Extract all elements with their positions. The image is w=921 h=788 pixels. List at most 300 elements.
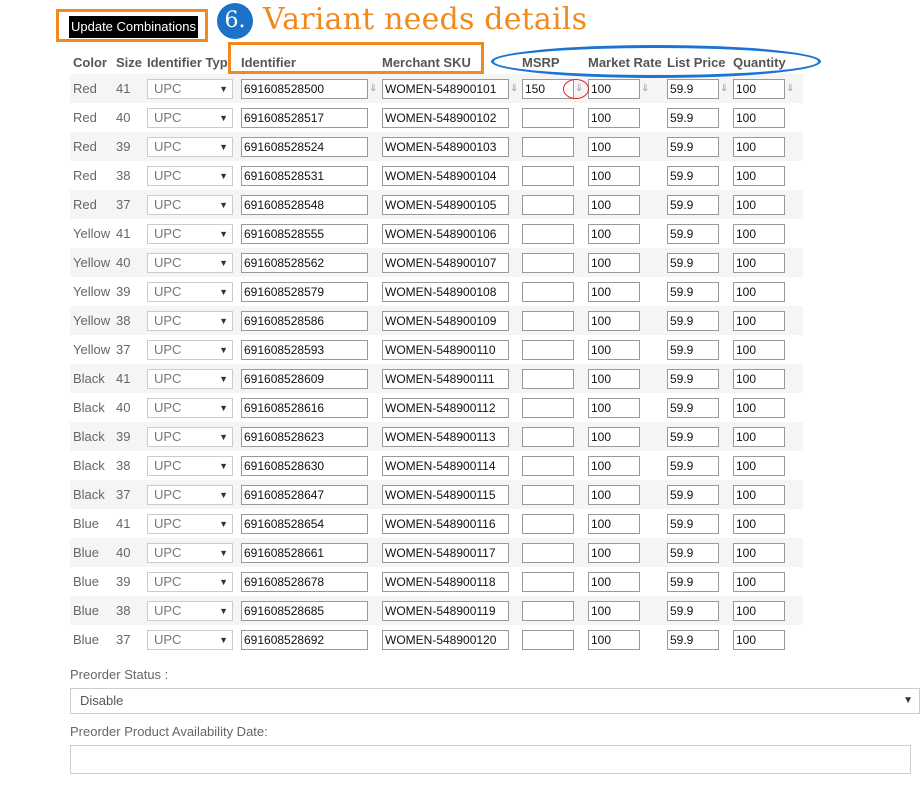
cell-identifier-type (144, 451, 238, 480)
cell-identifier (238, 538, 379, 567)
list-price-input[interactable]: 59.9 (667, 166, 719, 186)
cell-market-rate (585, 451, 664, 480)
identifier-input[interactable]: 691608528623 (241, 427, 368, 447)
cell-quantity (730, 538, 803, 567)
market-rate-input[interactable]: 100 (588, 311, 640, 331)
cell-merchant-sku (379, 509, 519, 538)
merchant-sku-input[interactable]: WOMEN-548900113 (382, 427, 509, 447)
table-row (70, 538, 803, 567)
cell-identifier-type (144, 132, 238, 161)
cell-color: Blue (70, 509, 113, 538)
merchant-sku-input[interactable]: WOMEN-548900117 (382, 543, 509, 563)
market-rate-input[interactable]: 100 (588, 166, 640, 186)
quantity-input[interactable]: 100 (733, 253, 785, 273)
identifier-sku-highlight (228, 42, 484, 74)
msrp-input[interactable] (522, 485, 574, 505)
identifier-input[interactable]: 691608528517 (241, 108, 368, 128)
identifier-input[interactable]: 691608528579 (241, 282, 368, 302)
cell-identifier-type (144, 393, 238, 422)
cell-list-price (664, 161, 730, 190)
market-rate-input[interactable]: 100 (588, 601, 640, 621)
cell-size: 41 (113, 364, 144, 393)
cell-identifier-type (144, 538, 238, 567)
identifier-input[interactable]: 691608528647 (241, 485, 368, 505)
cell-msrp (519, 364, 585, 393)
identifier-type-value: UPC (154, 283, 182, 299)
cell-list-price (664, 480, 730, 509)
msrp-input[interactable] (522, 282, 574, 302)
identifier-type-select[interactable] (147, 369, 233, 389)
cell-list-price (664, 422, 730, 451)
cell-identifier (238, 306, 379, 335)
market-rate-input[interactable]: 100 (588, 485, 640, 505)
sku-copy-down-arrow-icon[interactable]: ⇓ (510, 83, 519, 94)
cell-market-rate (585, 480, 664, 509)
cell-msrp (519, 248, 585, 277)
cell-quantity (730, 451, 803, 480)
preorder-status-value: Disable (80, 693, 124, 708)
list-price-input[interactable]: 59.9 (667, 195, 719, 215)
table-row (70, 364, 803, 393)
market-rate-input[interactable]: 100 (588, 369, 640, 389)
msrp-input[interactable] (522, 630, 574, 650)
list-price-input[interactable]: 59.9 (667, 514, 719, 534)
cell-quantity (730, 248, 803, 277)
quantity-copy-down-arrow-icon[interactable]: ⇓ (786, 83, 795, 94)
cell-quantity (730, 161, 803, 190)
market-rate-input[interactable]: 100 (588, 195, 640, 215)
cell-list-price (664, 335, 730, 364)
market-rate-input[interactable]: 100 (588, 79, 640, 99)
cell-color: Red (70, 190, 113, 219)
identifier-input[interactable]: 691608528593 (241, 340, 368, 360)
chevron-down-icon: ▼ (219, 634, 228, 645)
identifier-input[interactable]: 691608528562 (241, 253, 368, 273)
quantity-input[interactable]: 100 (733, 166, 785, 186)
cell-quantity (730, 509, 803, 538)
cell-market-rate (585, 190, 664, 219)
identifier-type-select[interactable] (147, 485, 233, 505)
cell-msrp (519, 132, 585, 161)
cell-merchant-sku (379, 538, 519, 567)
msrp-input[interactable] (522, 253, 574, 273)
merchant-sku-input[interactable]: WOMEN-548900110 (382, 340, 509, 360)
market-rate-input[interactable]: 100 (588, 456, 640, 476)
identifier-type-select[interactable] (147, 398, 233, 418)
chevron-down-icon: ▼ (219, 576, 228, 587)
identifier-input[interactable]: 691608528531 (241, 166, 368, 186)
cell-merchant-sku (379, 422, 519, 451)
cell-quantity (730, 364, 803, 393)
list-price-input[interactable]: 59.9 (667, 282, 719, 302)
table-row (70, 219, 803, 248)
cell-color: Black (70, 393, 113, 422)
list-price-input[interactable]: 59.9 (667, 456, 719, 476)
cell-list-price (664, 132, 730, 161)
quantity-input[interactable]: 100 (733, 543, 785, 563)
cell-size: 39 (113, 422, 144, 451)
identifier-type-select[interactable] (147, 630, 233, 650)
market-rate-input[interactable]: 100 (588, 340, 640, 360)
cell-color: Red (70, 132, 113, 161)
list-price-input[interactable]: 59.9 (667, 79, 719, 99)
list-price-input[interactable]: 59.9 (667, 572, 719, 592)
header-color: Color (73, 54, 107, 70)
cell-merchant-sku (379, 161, 519, 190)
identifier-type-select[interactable] (147, 543, 233, 563)
cell-market-rate (585, 248, 664, 277)
identifier-type-value: UPC (154, 196, 182, 212)
quantity-input[interactable]: 100 (733, 369, 785, 389)
chevron-down-icon: ▼ (219, 315, 228, 326)
variant-table (70, 50, 803, 654)
msrp-input[interactable] (522, 340, 574, 360)
market-rate-input[interactable]: 100 (588, 108, 640, 128)
msrp-input[interactable] (522, 572, 574, 592)
identifier-input[interactable]: 691608528692 (241, 630, 368, 650)
identifier-input[interactable]: 691608528555 (241, 224, 368, 244)
cell-msrp (519, 596, 585, 625)
cell-identifier-type (144, 161, 238, 190)
cell-quantity (730, 74, 803, 103)
identifier-type-select[interactable] (147, 311, 233, 331)
cell-market-rate (585, 161, 664, 190)
quantity-input[interactable]: 100 (733, 601, 785, 621)
preorder-status-select[interactable] (70, 688, 920, 714)
msrp-input[interactable] (522, 195, 574, 215)
cell-size: 41 (113, 509, 144, 538)
list-price-input[interactable]: 59.9 (667, 311, 719, 331)
merchant-sku-input[interactable]: WOMEN-548900106 (382, 224, 509, 244)
list-price-input[interactable]: 59.9 (667, 253, 719, 273)
cell-list-price (664, 625, 730, 654)
header-market-rate: Market Rate (588, 54, 662, 70)
merchant-sku-input[interactable]: WOMEN-548900119 (382, 601, 509, 621)
cell-identifier (238, 103, 379, 132)
identifier-type-value: UPC (154, 167, 182, 183)
preorder-status-label: Preorder Status : (70, 667, 169, 682)
quantity-input[interactable]: 100 (733, 79, 785, 99)
cell-market-rate (585, 335, 664, 364)
list-price-input[interactable]: 59.9 (667, 543, 719, 563)
market-rate-input[interactable]: 100 (588, 543, 640, 563)
identifier-type-select[interactable] (147, 166, 233, 186)
identifier-type-select[interactable] (147, 572, 233, 592)
identifier-type-select[interactable] (147, 137, 233, 157)
quantity-input[interactable]: 100 (733, 224, 785, 244)
chevron-down-icon: ▼ (219, 170, 228, 181)
identifier-input[interactable]: 691608528685 (241, 601, 368, 621)
list-price-input[interactable]: 59.9 (667, 137, 719, 157)
identifier-input[interactable]: 691608528678 (241, 572, 368, 592)
identifier-input[interactable]: 691608528609 (241, 369, 368, 389)
cell-msrp (519, 103, 585, 132)
identifier-input[interactable]: 691608528524 (241, 137, 368, 157)
cell-color: Black (70, 364, 113, 393)
table-row (70, 103, 803, 132)
cell-color: Black (70, 422, 113, 451)
merchant-sku-input[interactable]: WOMEN-548900115 (382, 485, 509, 505)
cell-identifier-type (144, 422, 238, 451)
variant-rows (70, 74, 803, 654)
market-rate-input[interactable]: 100 (588, 224, 640, 244)
cell-msrp (519, 219, 585, 248)
identifier-type-select[interactable] (147, 514, 233, 534)
merchant-sku-input[interactable]: WOMEN-548900111 (382, 369, 509, 389)
identifier-type-select[interactable] (147, 79, 233, 99)
cell-identifier-type (144, 335, 238, 364)
quantity-input[interactable]: 100 (733, 572, 785, 592)
cell-size: 39 (113, 277, 144, 306)
msrp-input[interactable] (522, 166, 574, 186)
msrp-input[interactable] (522, 311, 574, 331)
cell-color: Red (70, 74, 113, 103)
msrp-copy-down-arrow-icon[interactable]: ⇓ (575, 83, 584, 94)
msrp-input[interactable] (522, 456, 574, 476)
cell-list-price (664, 277, 730, 306)
merchant-sku-input[interactable]: WOMEN-548900103 (382, 137, 509, 157)
chevron-down-icon: ▼ (219, 141, 228, 152)
merchant-sku-input[interactable]: WOMEN-548900118 (382, 572, 509, 592)
chevron-down-icon: ▼ (219, 344, 228, 355)
cell-quantity (730, 393, 803, 422)
cell-quantity (730, 132, 803, 161)
list-price-input[interactable]: 59.9 (667, 108, 719, 128)
table-row (70, 190, 803, 219)
market-rate-input[interactable]: 100 (588, 137, 640, 157)
quantity-input[interactable]: 100 (733, 485, 785, 505)
cell-list-price (664, 596, 730, 625)
merchant-sku-input[interactable]: WOMEN-548900107 (382, 253, 509, 273)
cell-color: Red (70, 161, 113, 190)
cell-size: 38 (113, 451, 144, 480)
merchant-sku-input[interactable]: WOMEN-548900120 (382, 630, 509, 650)
cell-merchant-sku (379, 74, 519, 103)
market-rate-input[interactable]: 100 (588, 282, 640, 302)
cell-market-rate (585, 422, 664, 451)
merchant-sku-input[interactable]: WOMEN-548900112 (382, 398, 509, 418)
cell-merchant-sku (379, 335, 519, 364)
merchant-sku-input[interactable]: WOMEN-548900102 (382, 108, 509, 128)
identifier-type-value: UPC (154, 428, 182, 444)
cell-size: 37 (113, 335, 144, 364)
list-price-input[interactable]: 59.9 (667, 224, 719, 244)
market-rate-input[interactable]: 100 (588, 253, 640, 273)
cell-identifier (238, 509, 379, 538)
header-list-price: List Price (667, 54, 726, 70)
quantity-input[interactable]: 100 (733, 630, 785, 650)
copy-arrow-highlight (563, 79, 589, 99)
market-rate-input[interactable]: 100 (588, 572, 640, 592)
quantity-input[interactable]: 100 (733, 427, 785, 447)
quantity-input[interactable]: 100 (733, 108, 785, 128)
quantity-input[interactable]: 100 (733, 514, 785, 534)
cell-identifier-type (144, 190, 238, 219)
merchant-sku-input[interactable]: WOMEN-548900108 (382, 282, 509, 302)
cell-msrp (519, 277, 585, 306)
msrp-input[interactable] (522, 543, 574, 563)
table-row (70, 596, 803, 625)
quantity-input[interactable]: 100 (733, 195, 785, 215)
identifier-copy-down-arrow-icon[interactable]: ⇓ (369, 83, 378, 94)
identifier-input[interactable]: 691608528630 (241, 456, 368, 476)
identifier-input[interactable]: 691608528500 (241, 79, 368, 99)
list-price-copy-down-arrow-icon[interactable]: ⇓ (720, 83, 729, 94)
quantity-input[interactable]: 100 (733, 311, 785, 331)
identifier-type-select[interactable] (147, 253, 233, 273)
identifier-type-value: UPC (154, 399, 182, 415)
cell-identifier (238, 277, 379, 306)
market-rate-input[interactable]: 100 (588, 630, 640, 650)
identifier-type-select[interactable] (147, 195, 233, 215)
identifier-type-select[interactable] (147, 282, 233, 302)
cell-size: 41 (113, 219, 144, 248)
identifier-input[interactable]: 691608528586 (241, 311, 368, 331)
cell-quantity (730, 190, 803, 219)
cell-identifier-type (144, 480, 238, 509)
identifier-type-value: UPC (154, 225, 182, 241)
identifier-type-select[interactable] (147, 224, 233, 244)
table-row (70, 451, 803, 480)
cell-list-price (664, 74, 730, 103)
cell-msrp (519, 480, 585, 509)
cell-size: 40 (113, 393, 144, 422)
cell-size: 41 (113, 74, 144, 103)
identifier-input[interactable]: 691608528548 (241, 195, 368, 215)
msrp-input[interactable]: 150 (522, 79, 574, 99)
cell-size: 40 (113, 248, 144, 277)
identifier-input[interactable]: 691608528616 (241, 398, 368, 418)
cell-msrp (519, 393, 585, 422)
quantity-input[interactable]: 100 (733, 456, 785, 476)
market-rate-copy-down-arrow-icon[interactable]: ⇓ (641, 83, 650, 94)
cell-identifier (238, 596, 379, 625)
cell-msrp (519, 451, 585, 480)
identifier-type-value: UPC (154, 312, 182, 328)
merchant-sku-input[interactable]: WOMEN-548900105 (382, 195, 509, 215)
msrp-input[interactable] (522, 369, 574, 389)
merchant-sku-input[interactable]: WOMEN-548900114 (382, 456, 509, 476)
identifier-type-value: UPC (154, 138, 182, 154)
cell-list-price (664, 567, 730, 596)
table-row (70, 567, 803, 596)
cell-identifier-type (144, 74, 238, 103)
list-price-input[interactable]: 59.9 (667, 398, 719, 418)
cell-list-price (664, 248, 730, 277)
list-price-input[interactable]: 59.9 (667, 630, 719, 650)
update-button-highlight (56, 9, 208, 42)
msrp-input[interactable] (522, 108, 574, 128)
identifier-type-select[interactable] (147, 108, 233, 128)
update-combinations-button[interactable]: Update Combinations (69, 16, 198, 38)
cell-market-rate (585, 596, 664, 625)
chevron-down-icon: ▼ (219, 112, 228, 123)
msrp-input[interactable] (522, 224, 574, 244)
chevron-down-icon: ▼ (219, 373, 228, 384)
merchant-sku-input[interactable]: WOMEN-548900109 (382, 311, 509, 331)
cell-merchant-sku (379, 393, 519, 422)
identifier-type-select[interactable] (147, 340, 233, 360)
cell-identifier (238, 393, 379, 422)
cell-identifier-type (144, 219, 238, 248)
list-price-input[interactable]: 59.9 (667, 340, 719, 360)
list-price-input[interactable]: 59.9 (667, 427, 719, 447)
quantity-input[interactable]: 100 (733, 398, 785, 418)
msrp-input[interactable] (522, 601, 574, 621)
merchant-sku-input[interactable]: WOMEN-548900104 (382, 166, 509, 186)
list-price-input[interactable]: 59.9 (667, 485, 719, 505)
cell-market-rate (585, 567, 664, 596)
preorder-date-input[interactable] (70, 745, 911, 774)
market-rate-input[interactable]: 100 (588, 514, 640, 534)
identifier-type-select[interactable] (147, 427, 233, 447)
cell-identifier-type (144, 248, 238, 277)
cell-size: 39 (113, 567, 144, 596)
cell-color: Yellow (70, 306, 113, 335)
identifier-input[interactable]: 691608528661 (241, 543, 368, 563)
chevron-down-icon: ▼ (219, 431, 228, 442)
cell-quantity (730, 625, 803, 654)
quantity-input[interactable]: 100 (733, 340, 785, 360)
quantity-input[interactable]: 100 (733, 282, 785, 302)
merchant-sku-input[interactable]: WOMEN-548900101 (382, 79, 509, 99)
cell-market-rate (585, 306, 664, 335)
cell-list-price (664, 364, 730, 393)
chevron-down-icon: ▼ (219, 489, 228, 500)
chevron-down-icon: ▼ (219, 83, 228, 94)
msrp-input[interactable] (522, 427, 574, 447)
table-row (70, 161, 803, 190)
chevron-down-icon: ▼ (219, 547, 228, 558)
identifier-input[interactable]: 691608528654 (241, 514, 368, 534)
cell-color: Blue (70, 596, 113, 625)
identifier-type-select[interactable] (147, 601, 233, 621)
header-merchant-sku: Merchant SKU (382, 54, 471, 70)
cell-size: 38 (113, 306, 144, 335)
cell-identifier (238, 567, 379, 596)
list-price-input[interactable]: 59.9 (667, 601, 719, 621)
msrp-input[interactable] (522, 137, 574, 157)
msrp-input[interactable] (522, 398, 574, 418)
merchant-sku-input[interactable]: WOMEN-548900116 (382, 514, 509, 534)
cell-identifier (238, 190, 379, 219)
chevron-down-icon: ▼ (219, 228, 228, 239)
list-price-input[interactable]: 59.9 (667, 369, 719, 389)
cell-msrp (519, 190, 585, 219)
cell-size: 40 (113, 538, 144, 567)
cell-quantity (730, 335, 803, 364)
cell-quantity (730, 596, 803, 625)
identifier-type-value: UPC (154, 370, 182, 386)
identifier-type-select[interactable] (147, 456, 233, 476)
cell-identifier (238, 132, 379, 161)
market-rate-input[interactable]: 100 (588, 427, 640, 447)
chevron-down-icon: ▼ (219, 286, 228, 297)
cell-quantity (730, 277, 803, 306)
identifier-type-value: UPC (154, 486, 182, 502)
cell-identifier (238, 625, 379, 654)
quantity-input[interactable]: 100 (733, 137, 785, 157)
cell-size: 40 (113, 103, 144, 132)
market-rate-input[interactable]: 100 (588, 398, 640, 418)
cell-color: Yellow (70, 335, 113, 364)
preorder-date-label: Preorder Product Availability Date: (70, 724, 268, 739)
msrp-input[interactable] (522, 514, 574, 534)
cell-color: Yellow (70, 219, 113, 248)
cell-quantity (730, 480, 803, 509)
cell-identifier (238, 422, 379, 451)
header-quantity: Quantity (733, 54, 786, 70)
